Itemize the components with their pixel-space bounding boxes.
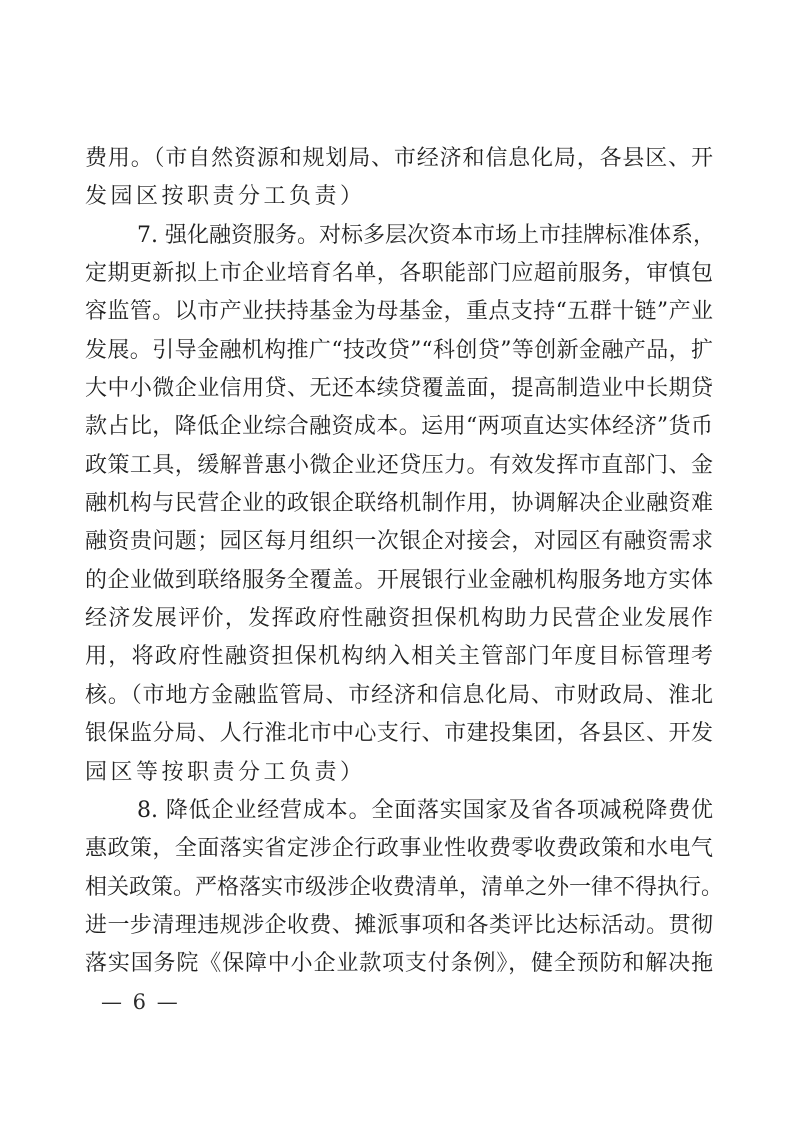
text-line: 发园区按职责分工负责） [85,184,366,210]
text-line: 发展。引导金融机构推广“技改贷”“科创贷”等创新金融产品，扩 [85,337,713,363]
text-line: 款占比，降低企业综合融资成本。运用“两项直达实体经济”货币 [85,414,713,440]
text-line: 银保监分局、人行淮北市中心支行、市建投集团，各县区、开发 [85,721,713,747]
text-line: 进一步清理违规涉企收费、摊派事项和各类评比达标活动。贯彻 [85,912,713,938]
paragraph-continuation [85,140,713,217]
text-line: 核。（市地方金融监管局、市经济和信息化局、市财政局、淮北 [85,682,713,708]
paragraph-item-7 [85,217,713,792]
paragraph-item-8 [85,792,724,984]
text-line: 定期更新拟上市企业培育名单，各职能部门应超前服务，审慎包 [85,261,713,287]
text-line: 融资贵问题；园区每月组织一次银企对接会，对园区有融资需求 [85,529,713,555]
document-body [85,140,724,984]
text-line: 8. 降低企业经营成本。全面落实国家及省各项减税降费优 [137,797,713,823]
text-line: 大中小微企业信用贷、无还本续贷覆盖面，提高制造业中长期贷 [85,376,713,402]
text-line: 容监管。以市产业扶持基金为母基金，重点支持“五群十链”产业 [85,299,713,325]
text-line: 落实国务院《保障中小企业款项支付条例》，健全预防和解决拖 [85,951,713,977]
text-line: 7. 强化融资服务。对标多层次资本市场上市挂牌标准体系， [137,222,715,248]
text-line: 融机构与民营企业的政银企联络机制作用，协调解决企业融资难 [85,491,713,517]
text-line: 政策工具，缓解普惠小微企业还贷压力。有效发挥市直部门、金 [85,452,713,478]
text-line: 相关政策。严格落实市级涉企收费清单，清单之外一律不得执行。 [85,874,724,900]
text-line: 经济发展评价，发挥政府性融资担保机构助力民营企业发展作 [85,606,713,632]
text-line: 的企业做到联络服务全覆盖。开展银行业金融机构服务地方实体 [85,567,713,593]
text-line: 惠政策，全面落实省定涉企行政事业性收费零收费政策和水电气 [85,836,713,862]
text-line: 园区等按职责分工负责） [85,759,366,785]
text-line: 费用。（市自然资源和规划局、市经济和信息化局，各县区、开 [85,146,713,171]
text-line: 用，将政府性融资担保机构纳入相关主管部门年度目标管理考 [85,644,713,670]
page-number: — 6 — [101,990,180,1014]
